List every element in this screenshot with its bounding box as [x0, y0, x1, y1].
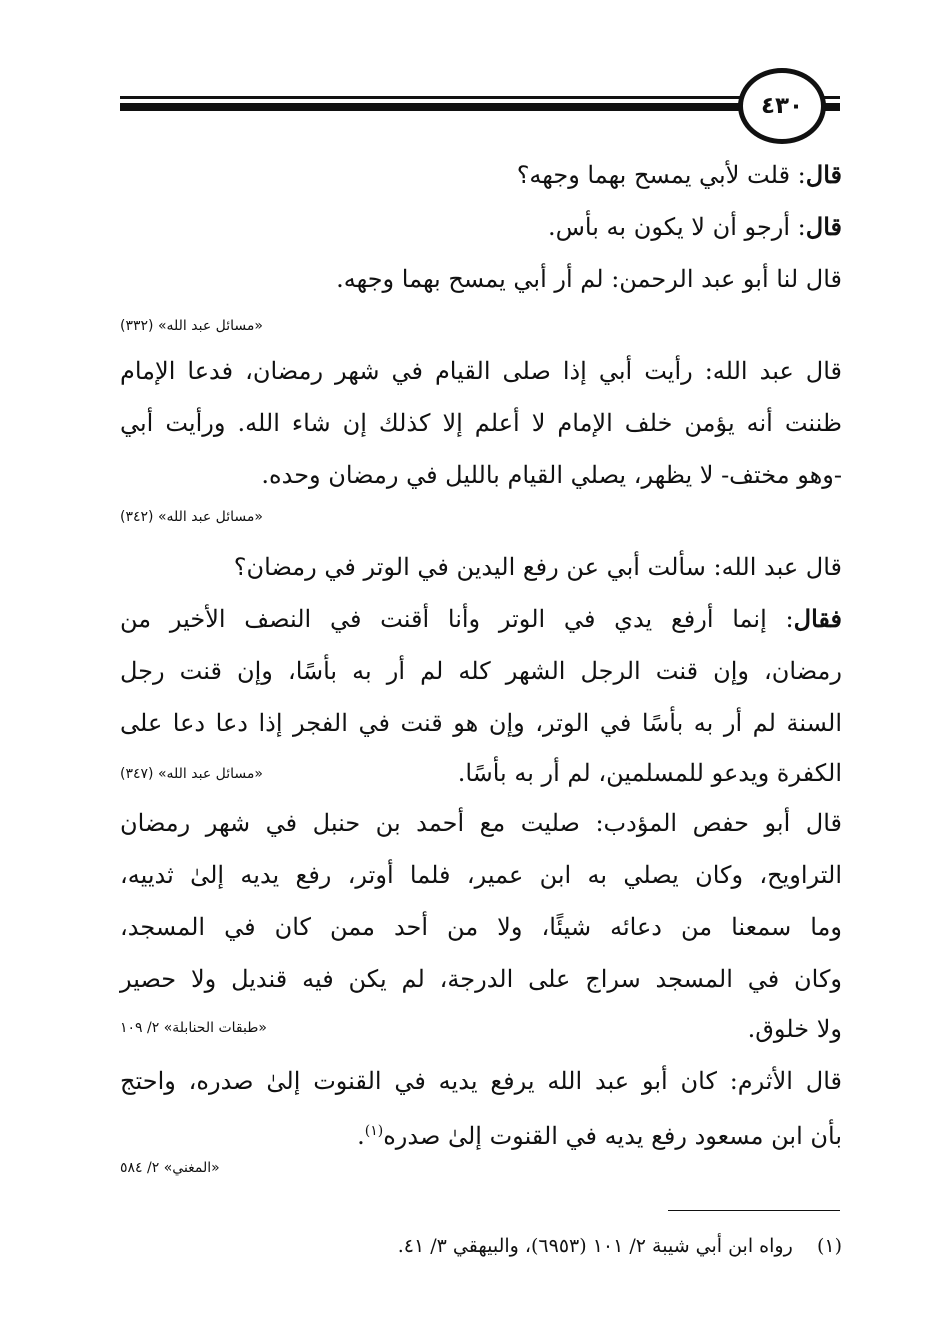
source-citation: «مسائل عبد الله» (٣٤٧) [120, 766, 263, 782]
text-line: -وهو مختف- لا يظهر، يصلي القيام بالليل في رمضان وحده. [261, 461, 842, 489]
text-line: الكفرة ويدعو للمسلمين، لم أر به بأسًا. [457, 759, 842, 787]
footnote-marker: (١) [816, 1235, 842, 1257]
text-line: قال عبد الله: سألت أبي عن رفع اليدين في الوتر في رمضان؟ [233, 553, 842, 581]
footnote-text: رواه ابن أبي شيبة ٢/ ١٠١ (٦٩٥٣)، والبيهقي ٣/ ٤١. [397, 1235, 793, 1257]
text-line: قال لنا أبو عبد الرحمن: لم أر أبي يمسح بهما وجهه. [336, 265, 842, 293]
text-line: بأن ابن مسعود رفع يديه في القنوت إلىٰ صدره$^{(١)}$. [357, 1122, 842, 1150]
text-line: قال أبو حفص المؤدب: صليت مع أحمد بن حنبل في شهر رمضان [120, 809, 843, 837]
text-line: قال الأثرم: كان أبو عبد الله يرفع يديه في القنوت إلىٰ صدره، واحتج [120, 1067, 842, 1095]
source-citation: «مسائل عبد الله» (٣٤٢) [120, 509, 263, 525]
page-number: ٤٣٠ [760, 93, 804, 119]
header-rule-thick [120, 103, 840, 111]
source-citation: «طبقات الحنابلة» ٢/ ١٠٩ [120, 1020, 267, 1036]
footnote [398, 1232, 842, 1260]
text-line: ولا خلوق. [747, 1015, 842, 1043]
text-line: قال عبد الله: رأيت أبي إذا صلى القيام في شهر رمضان، فدعا الإمام [120, 357, 842, 385]
source-citation: «المغني» ٢/ ٥٨٤ [120, 1160, 220, 1176]
text-line: التراويح، وكان يصلي به ابن عمير، فلما أوتر، رفع يديه إلىٰ ثدييه، [120, 861, 842, 889]
text-line: رمضان، وإن قنت الرجل الشهر كله لم أر به بأسًا، وإن قنت رجل [120, 657, 842, 685]
text-line: وما سمعنا من دعائه شيئًا، ولا من أحد ممن كان في المسجد، [120, 913, 842, 941]
text-line: قال: قلت لأبي يمسح بهما وجهه؟ [516, 160, 842, 189]
source-citation: «مسائل عبد الله» (٣٣٢) [120, 318, 263, 334]
text-line: فقال: إنما أرفع يدي في الوتر وأنا أقنت في النصف الأخير من [120, 604, 842, 633]
text-line: ظننت أنه يؤمن خلف الإمام لا أعلم إلا كذلك إن شاء الله. ورأيت أبي [120, 409, 842, 437]
text-line: قال: أرجو أن لا يكون به بأس. [548, 212, 842, 241]
header-rule-thin [120, 96, 840, 99]
text-line: وكان في المسجد سراج على الدرجة، لم يكن فيه قنديل ولا حصير [120, 965, 842, 993]
footnote-reference: (١) [364, 1123, 384, 1139]
footnote-separator [668, 1210, 840, 1211]
page-number-badge [738, 68, 826, 144]
text-line: السنة لم أر به بأسًا في الوتر، وإن هو قنت في الفجر إذا دعا دعا على [120, 709, 842, 737]
